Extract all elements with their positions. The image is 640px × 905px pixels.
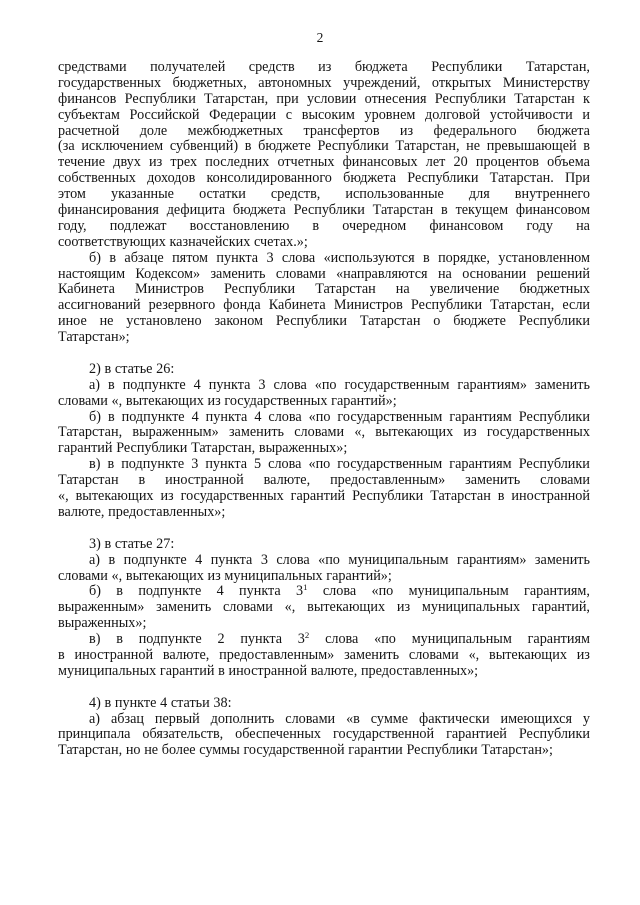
paragraph-item-v [58,457,590,521]
text-line: собственных доходов консолидированного бюджета Республики Татарстан. При [58,170,590,187]
text-line: государственных бюджетных, автономных учреждений, открытых Министерству [58,74,590,91]
text-line: Татарстан, выраженным» заменить словами «, вытекающих из государственных [58,424,590,441]
paragraph-item-a [58,712,590,760]
text-line: словами «, вытекающих из муниципальных гарантий»; [58,567,392,584]
text-line: этом указанные остатки средств, использованные для внутреннего [58,186,590,203]
text-line: иное не установлено законом Республики Татарстан о бюджете Республики [58,313,590,330]
text-line: муниципальных гарантий в иностранной валюте, предоставленных»; [58,662,479,679]
section-heading-article-38 [58,696,590,712]
text-line: Татарстан, но не более суммы государственной гарантии Республики Татарстан»; [58,742,553,759]
text-line: гарантий Республики Татарстан, выраженных»; [58,440,348,457]
paragraph-item-v [58,632,590,680]
text-line: финансирования дефицита бюджета Республики Татарстан в текущем финансовом [58,202,590,219]
text-line: течение двух из трех последних отчетных финансовых лет 20 процентов объема [58,154,590,171]
text-line: а) абзац первый дополнить словами «в сумме фактически имеющихся у [89,710,590,727]
text-line: в иностранной валюте, предоставленным» заменить словами «, вытекающих из [58,646,590,663]
text-line: словами «, вытекающих из государственных гарантий»; [58,392,397,409]
page-number: 2 [316,30,324,45]
text-line: выраженных»; [58,615,147,632]
paragraph-item-a [58,553,590,585]
text-line: субъектам Российской Федерации с высоким уровнем долговой устойчивости и [58,106,590,123]
text-line: принципала обязательств, обеспеченных государственной гарантией Республики [58,726,590,743]
text-line: а) в подпункте 4 пункта 3 слова «по муниципальным гарантиям» заменить [89,551,590,568]
text-line: Татарстан в иностранной валюте, предоставленным» заменить словами [58,472,590,489]
paragraph-item-b [58,584,590,632]
text-line: 3) в статье 27: [89,535,175,552]
text-line: «, вытекающих из государственных гарантий Республики Татарстан в иностранной [58,488,590,505]
paragraph-gap [58,680,590,696]
text-line: 4) в пункте 4 статьи 38: [89,694,232,711]
text-line: в) в подпункте 2 пункта $3^2$ слова «по муниципальным гарантиям [89,630,590,648]
text-line: Татарстан»; [58,329,130,346]
paragraph-continuation [58,60,590,251]
paragraph-item-b [58,410,590,458]
paragraph-gap [58,521,590,537]
document-body [58,60,590,759]
paragraph-item-b [58,251,590,346]
text-line: (за исключением субвенций) в бюджете Республики Татарстан, не превышающей в [58,138,590,155]
text-line: валюте, предоставленных»; [58,503,226,520]
text-line: финансов Республики Татарстан, при условии отнесения Республики Татарстан к [58,90,590,107]
text-line: расчетной доле межбюджетных трансфертов из федерального бюджета [58,122,590,139]
section-heading-article-26 [58,362,590,378]
text-line: выраженным» заменить словами «, вытекающих из муниципальных гарантий, [58,599,590,616]
text-line: б) в абзаце пятом пункта 3 слова «используются в порядке, установленном [89,249,590,266]
text-line: средствами получателей средств из бюджета Республики Татарстан, [58,59,590,75]
text-line: б) в подпункте 4 пункта $3^1$ слова «по муниципальным гарантиям, [89,582,590,600]
text-line: б) в подпункте 4 пункта 4 слова «по государственным гарантиям Республики [89,408,590,425]
text-line: Кабинета Министров Республики Татарстан на увеличение бюджетных [58,281,590,298]
text-line: 2) в статье 26: [89,360,175,377]
text-line: соответствующих казначейских счетах.»; [58,233,308,250]
section-heading-article-27 [58,537,590,553]
paragraph-item-a [58,378,590,410]
text-line: в) в подпункте 3 пункта 5 слова «по государственным гарантиям Республики [89,456,590,473]
text-line: ассигнований резервного фонда Кабинета Министров Республики Татарстан, если [58,297,590,314]
text-line: настоящим Кодексом» заменить словами «направляются на основании решений [58,265,590,282]
paragraph-gap [58,346,590,362]
text-line: году, подлежат восстановлению в очередном финансовом году на [58,217,590,234]
text-line: а) в подпункте 4 пункта 3 слова «по государственным гарантиям» заменить [89,376,590,393]
